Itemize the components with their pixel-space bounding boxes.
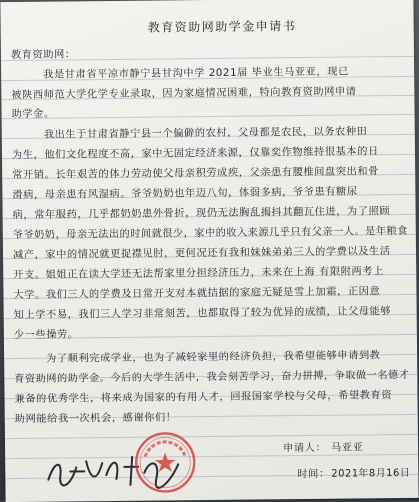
- letter-line: 病，常年服药，几乎都奶奶患外骨折，现仍无法胸乱揭抖其翻瓦住进，为了照顾: [12, 206, 391, 222]
- letter-line: 为生，他们文化程度不高，家中无固定经济来源，仅靠奕作物维持很基本的日: [11, 146, 379, 162]
- letter-line: 兼备的优秀学生，将来成为国家的有用人才，回报国家学校与父母，希望教育资: [14, 390, 393, 406]
- letter-line: 我出生于甘肃省静宁县一个偏僻的农村，父母都是农民，以务农种田: [43, 126, 368, 141]
- date-value: 2021年8月16日: [331, 467, 411, 480]
- letter-line: 助网能给我一次机会，感谢你们！: [14, 412, 177, 426]
- letter-line: 减产，家中的情况就更捉襟见肘，更何况还有我和妹妹弟弟三人的学费以及生活: [12, 246, 391, 262]
- letter-salutation: 教育资助网：: [10, 49, 76, 62]
- letter-line: 知上学不易，我们三人学习非常刻苦，也都取得了较为优异的成绩，让父母能够: [13, 306, 392, 322]
- letter-line: 助学金。: [11, 108, 55, 121]
- letter-line: 爷爷奶奶，母亲无法出的时间就很少，家中的收入来源几乎只有父亲一人。是年粮食: [12, 225, 409, 242]
- letter-line: 开支。姐姐正在读大学还无法帮家里分担经济压力，未来在上海 有限附两考上: [13, 266, 384, 282]
- letter-line: 被陕西师范大学化学专业录取，因为家庭情况困难，特向教育资助网申请: [11, 86, 357, 102]
- letter-line: 为了顺利完成学业，也为了减轻家里的经济负担，我希望能够申请到教: [46, 350, 381, 365]
- paper-rule: [2, 114, 415, 119]
- letter-line: 大学。我们三人的学费及日常开支对本就拮据的家庭无疑是雪上加霜，正因意: [13, 286, 381, 302]
- letter-line: 育资助网的助学金。今后的大学生活中，我会刻苦学习，奋力拼搏，争取做一名德才: [14, 369, 410, 386]
- date-label: 时间：: [297, 468, 330, 481]
- letter-title: 教育资助网助学金申请书: [147, 19, 297, 35]
- school-seal-stamp: [133, 430, 198, 495]
- letter-line: 常开销。长年艰苦的体力劳动使父母亲积劳成疾，父亲患有腰椎间盘突出和骨: [12, 166, 380, 182]
- applicant-name: 马亚亚: [331, 442, 364, 454]
- letter-line: 滑病，母亲患有风湿病。爷爷奶奶也年迈八旬，体弱多病，爷爷患有糖尿: [12, 186, 358, 202]
- letter-line: 少一些操劳。: [13, 329, 79, 342]
- letter-line: 我是甘肃省平凉市静宁县甘沟中学 2021届 毕业生马亚亚，现已: [43, 66, 349, 81]
- applicant-label: 申请人：: [283, 442, 327, 455]
